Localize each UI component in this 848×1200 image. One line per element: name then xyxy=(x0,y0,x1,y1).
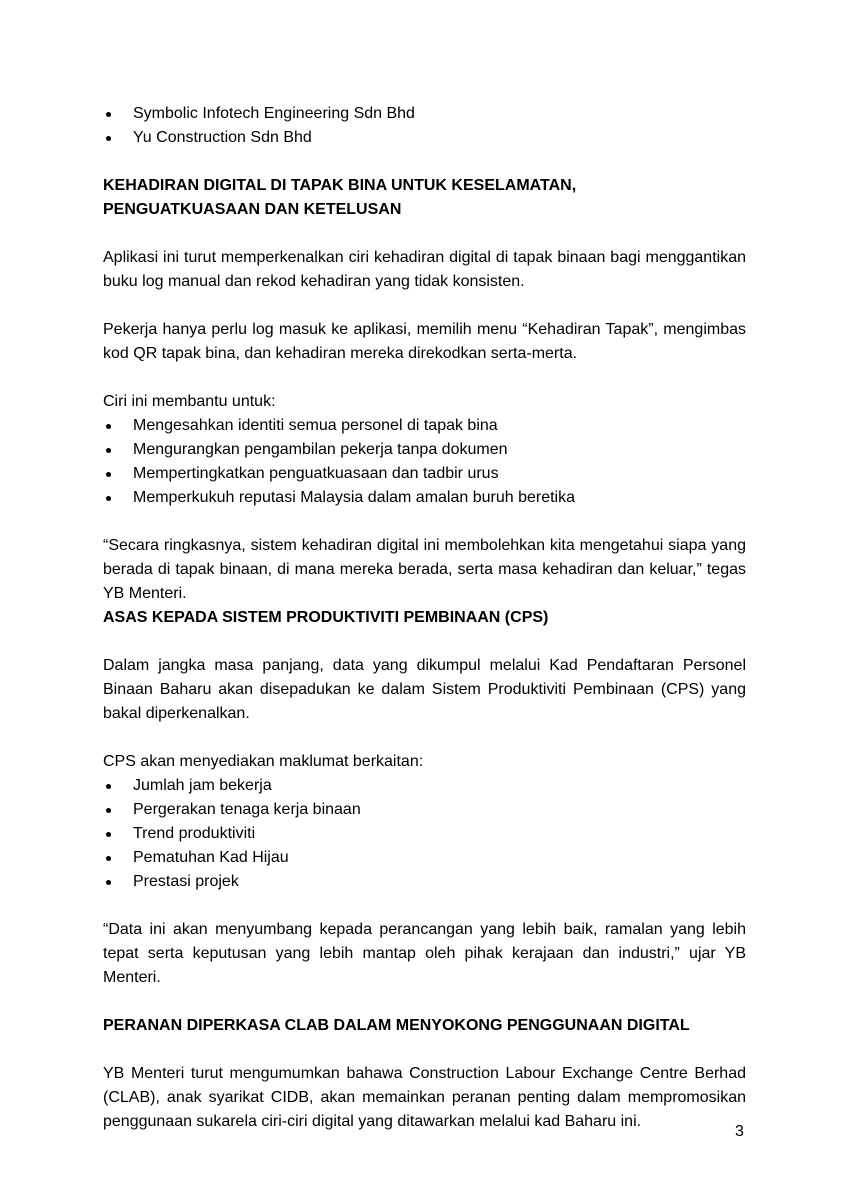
cps-info-list xyxy=(103,774,746,894)
list-item: Trend produktiviti xyxy=(103,822,746,846)
page-number: 3 xyxy=(735,1123,744,1140)
list-intro: CPS akan menyediakan maklumat berkaitan: xyxy=(103,753,424,770)
list-item: Prestasi projek xyxy=(103,870,746,894)
paragraph: Pekerja hanya perlu log masuk ke aplikasi, memilih menu “Kehadiran Tapak”, mengimbas kod QR tapak bina, dan kehadiran mereka direkodkan serta-merta. xyxy=(103,321,746,362)
heading-line: KEHADIRAN DIGITAL DI TAPAK BINA UNTUK KESELAMATAN, xyxy=(103,177,577,194)
quote-paragraph: “Secara ringkasnya, sistem kehadiran digital ini membolehkan kita mengetahui siapa yang berada di tapak binaan, di mana mereka berada, serta masa kehadiran dan keluar,” tegas YB Menteri. xyxy=(103,537,746,602)
list-item: Symbolic Infotech Engineering Sdn Bhd xyxy=(103,102,746,126)
list-item: Yu Construction Sdn Bhd xyxy=(103,126,746,150)
list-item: Pergerakan tenaga kerja binaan xyxy=(103,798,746,822)
list-item: Mengurangkan pengambilan pekerja tanpa dokumen xyxy=(103,438,746,462)
section-heading-attendance xyxy=(103,174,746,222)
quote-paragraph: “Data ini akan menyumbang kepada perancangan yang lebih baik, ramalan yang lebih tepat serta keputusan yang lebih mantap oleh pihak kerajaan dan industri,” ujar YB Menteri. xyxy=(103,921,746,986)
page-content xyxy=(103,102,746,1134)
paragraph: YB Menteri turut mengumumkan bahawa Construction Labour Exchange Centre Berhad (CLAB), anak syarikat CIDB, akan memainkan peranan penting dalam mempromosikan penggunaan sukarela ciri-ciri digital yang ditawarkan melalui kad Baharu ini. xyxy=(103,1065,746,1130)
paragraph: Dalam jangka masa panjang, data yang dikumpul melalui Kad Pendaftaran Personel Binaan Baharu akan disepadukan ke dalam Sistem Produktiviti Pembinaan (CPS) yang bakal diperkenalkan. xyxy=(103,657,746,722)
list-item: Pematuhan Kad Hijau xyxy=(103,846,746,870)
list-item: Mempertingkatkan penguatkuasaan dan tadbir urus xyxy=(103,462,746,486)
list-item: Mengesahkan identiti semua personel di tapak bina xyxy=(103,414,746,438)
company-list xyxy=(103,102,746,150)
benefits-list xyxy=(103,414,746,510)
section-heading-cps: ASAS KEPADA SISTEM PRODUKTIVITI PEMBINAAN (CPS) xyxy=(103,609,549,626)
list-item: Memperkukuh reputasi Malaysia dalam amalan buruh beretika xyxy=(103,486,746,510)
section-heading-clab: PERANAN DIPERKASA CLAB DALAM MENYOKONG PENGGUNAAN DIGITAL xyxy=(103,1017,690,1034)
paragraph: Aplikasi ini turut memperkenalkan ciri kehadiran digital di tapak binaan bagi menggantikan buku log manual dan rekod kehadiran yang tidak konsisten. xyxy=(103,249,746,290)
list-item: Jumlah jam bekerja xyxy=(103,774,746,798)
heading-line: PENGUATKUASAAN DAN KETELUSAN xyxy=(103,201,402,218)
list-intro: Ciri ini membantu untuk: xyxy=(103,393,276,410)
